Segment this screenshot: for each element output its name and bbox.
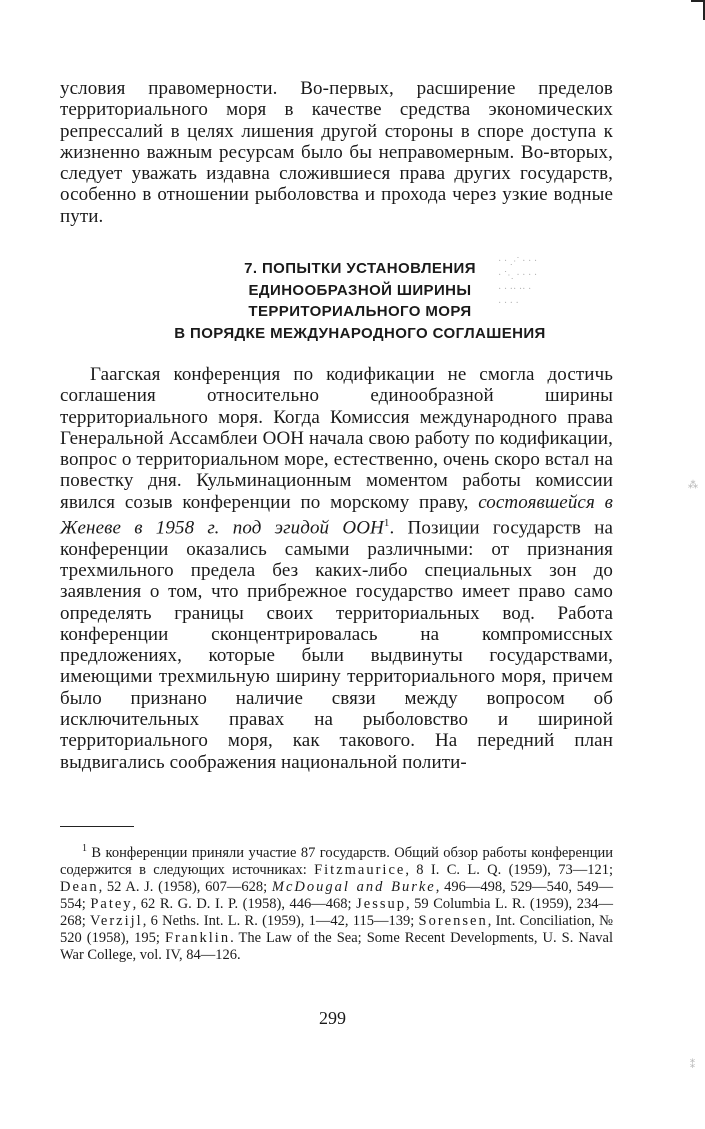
footnote-reference[interactable]: 1 bbox=[383, 517, 390, 530]
paragraph-2-italic: состоявшейся в Женеве в 1958 г. под эгидой ООН bbox=[60, 491, 613, 539]
footnote-text: , 496—498, 529—540, 549—554; bbox=[60, 878, 614, 912]
heading-line-3: ТЕРРИТОРИАЛЬНОГО МОРЯ bbox=[248, 303, 472, 320]
footnote-author: Dean bbox=[60, 878, 99, 895]
paragraph-2-part-1: Гаагская конференция по кодификации не смогла достичь соглашения относительно единообразной ширины территориального моря. Когда Комиссия международного права Генеральной Ассамблеи ООН начала свою работу по кодификации, вопрос о территориальном море, естественно, очень скоро встал на повестку дня. Кульминационным моментом работы комиссии явился созыв конференции по морскому праву, bbox=[60, 364, 613, 513]
scan-corner-mark bbox=[691, 0, 705, 20]
footnote-text: , 59 Columbia L. R. (1959), 234—268; bbox=[60, 895, 613, 929]
heading-line-4: В ПОРЯДКЕ МЕЖДУНАРОДНОГО СОГЛАШЕНИЯ bbox=[174, 324, 546, 342]
footnote-author: Jessup bbox=[356, 895, 406, 912]
footnote-author: Sorensen bbox=[418, 912, 488, 929]
paragraph-2-part-2: . Позиции государств на конференции оказались самыми различными: от признания трехмильного предела без каких-либо специальных зон до заявления о том, что прибрежное государство имеет право само определять границы своих территориальных вод. Работа конференции сконцентрировалась на компромиссных предложениях, которые были выдвинуты государствами, имеющими трехмильную ширину территориального моря, причем было признано наличие связи между вопросом об исключительных правах на рыболовство и шириной территориального моря, как такового. На передний план выдвигались соображения национальной полити- bbox=[60, 517, 614, 773]
footnote-text: , 62 R. G. D. I. P. (1958), 446—468; bbox=[132, 895, 357, 912]
heading-line-2: ЕДИНООБРАЗНОЙ ШИРИНЫ bbox=[248, 281, 472, 299]
footnote-author: Verzijl bbox=[90, 912, 143, 929]
page-number: 299 bbox=[319, 1008, 346, 1028]
footnote bbox=[60, 840, 613, 964]
footnote-divider bbox=[60, 826, 134, 827]
footnote-text: , 6 Neths. Int. L. R. (1959), 1—42, 115—139; bbox=[142, 912, 419, 929]
footnote-author: McDougal and Burke bbox=[271, 878, 436, 895]
heading-line-1: 7. ПОПЫТКИ УСТАНОВЛЕНИЯ bbox=[244, 260, 476, 277]
paragraph-1: условия правомерности. Во-первых, расширение пределов территориального моря в качестве средства экономических репрессалий в целях лишения другой стороны в споре доступа к жизненно важным ресурсам было бы неправомерным. Во-вторых, следует уважать издавна сложившиеся права других государств, особенно в отношении рыболовства и прохода через узкие водные пути. bbox=[60, 78, 613, 227]
footnote-text: В конференции приняли участие 87 государств. Общий обзор работы конференции содержится в следующих источниках: bbox=[60, 844, 613, 878]
paragraph-2 bbox=[60, 364, 613, 773]
scan-noise: ⁂ bbox=[688, 480, 698, 491]
footnote-marker: 1 bbox=[82, 843, 87, 854]
footnote-text: , 8 I. C. L. Q. (1959), 73—121; bbox=[405, 861, 614, 878]
scan-noise: · · ⋰ · · · · ⋱ · · · · · · ·· ·· · · · · · bbox=[498, 256, 538, 309]
footnote-author: Franklin bbox=[164, 929, 231, 946]
footnote-author: Fitzmaurice bbox=[314, 861, 406, 878]
footnote-text: , 52 A. J. (1958), 607—628; bbox=[98, 878, 272, 895]
scan-noise: ⁑ bbox=[690, 1060, 695, 1071]
footnote-text: . The Law of the Sea; Some Recent Developments, U. S. Naval War College, vol. IV, 84—126. bbox=[60, 929, 613, 963]
footnote-text: , Int. Conciliation, № 520 (1958), 195; bbox=[60, 912, 613, 946]
footnote-author: Patey bbox=[90, 895, 133, 912]
